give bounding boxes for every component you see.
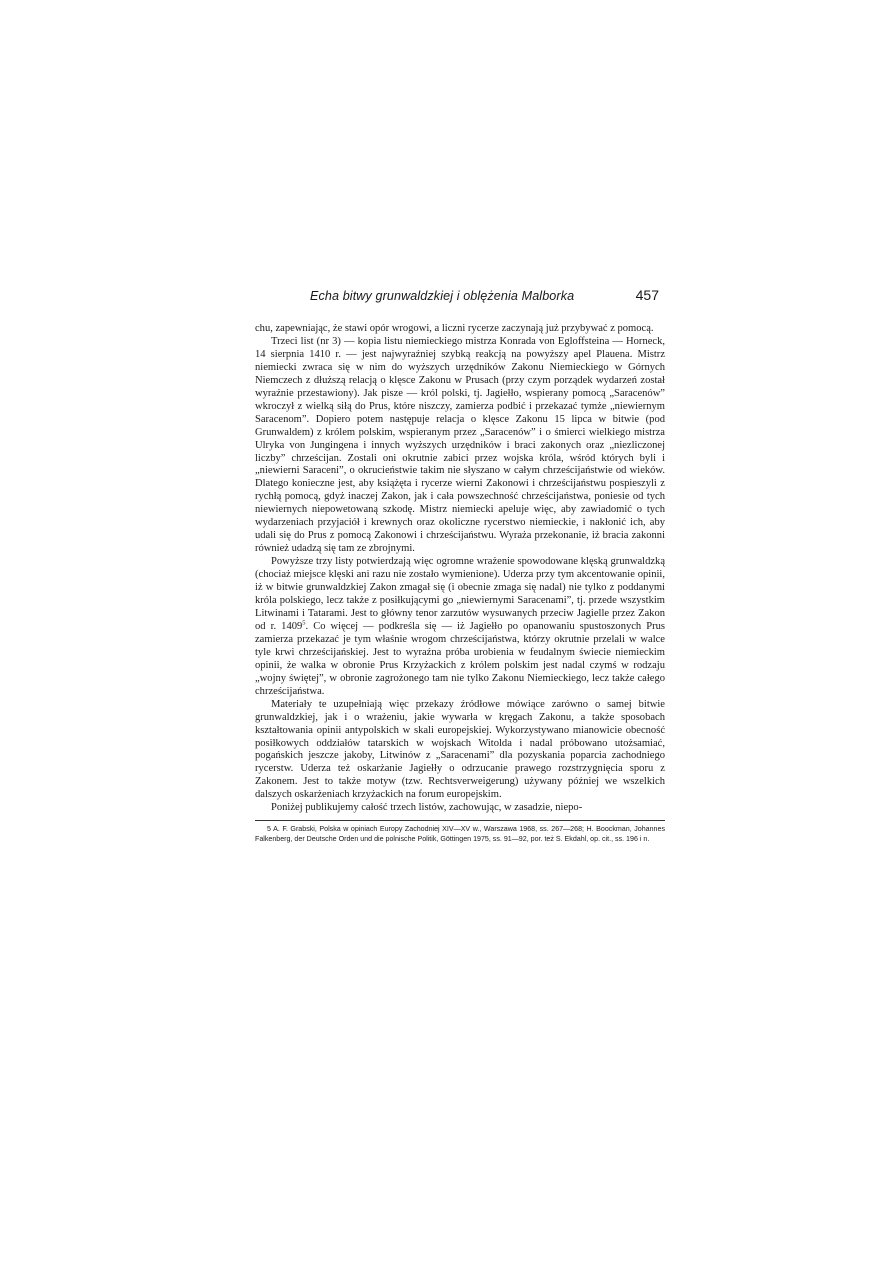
paragraph-5 <box>255 802 665 815</box>
document-page <box>255 287 665 844</box>
paragraph-2 <box>255 336 665 556</box>
footnote-reference: 5 <box>302 619 306 627</box>
paragraph-1-text: chu, zapewniając, że stawi opór wrogowi, a liczni rycerze zaczynają już przybywać z pomocą. <box>255 323 654 334</box>
footnote-5: 5 A. F. Grabski, Polska w opiniach Europy Zachodniej XIV—XV w., Warszawa 1968, ss. 267—268; H. Boockman, Johannes Falkenberg, der Deutsche Orden und die polnische Politik, Göttingen 1975, ss. 91—92, por. też S. Ekdahl, op. cit., ss. 196 i n. <box>255 825 665 843</box>
paragraph-3 <box>255 556 665 698</box>
paragraph-3-text: Powyższe trzy listy potwierdzają więc ogromne wrażenie spowodowane klęską grunwaldzką (chociaż miejsce klęski ani razu nie zostało wymienione). Uderza przy tym akcentowanie opinii, iż w bitwie grunwaldzkiej Zakon zmagał się (i obecnie zmaga się nadal) nie tylko z poddanymi króla polskiego, lecz także z posiłkującymi go „niewiernymi Saracenami”, tj. przede wszystkim Litwinami i Tatarami. Jest to główny tenor zarzutów wysuwanych przeciw Jagielle przez Zakon od r. 1409 <box>255 556 665 632</box>
paragraph-4 <box>255 699 665 803</box>
body-text <box>255 323 665 815</box>
running-title: Echa bitwy grunwaldzkiej i oblężenia Malborka <box>310 289 575 303</box>
paragraph-3-text-continued: . Co więcej — podkreśla się — iż Jagiełło po opanowaniu spustoszonych Prus zamierza przekazać je tym właśnie wrogom chrześcijaństwa, którzy okrutnie przelali w walce tyle krwi chrześcijańskiej. Jest to wyraźna próba urobienia w feudalnym świecie niemieckim opinii, że walka w obronie Prus Krzyżackich z królem polskim jest nadal czymś w rodzaju „wojny świętej”, w obronie zagrożonego tam nie tylko Zakonu Niemieckiego, lecz także całego chrześcijaństwa. <box>255 620 665 697</box>
paragraph-4-text: Materiały te uzupełniają więc przekazy źródłowe mówiące zarówno o samej bitwie grunwaldzkiej, jak i o wrażeniu, jakie wywarła w kręgach Zakonu, a także sposobach kształtowania opinii antypolskich w skali europejskiej. Wykorzystywano mianowicie obecność posiłkowych oddziałów tatarskich w wojskach Witolda i nadal próbowano utożsamiać, pogańskich jeszcze jakoby, Litwinów z „Saracenami” dla pozyskania poparcia zachodniego rycerstw. Uderza też oskarżanie Jagiełły o odrzucanie prawego rozstrzygnięcia sporu z Zakonem. Jest to także motyw (tzw. Rechtsverweigerung) używany później we wszelkich dalszych oskarżeniach krzyżackich na forum europejskim. <box>255 698 665 801</box>
running-head <box>255 287 665 311</box>
footnote-divider <box>255 820 665 821</box>
paragraph-1 <box>255 323 665 336</box>
page-number: 457 <box>635 287 659 303</box>
footnotes <box>255 825 665 844</box>
paragraph-5-text: Poniżej publikujemy całość trzech listów, zachowując, w zasadzie, niepo- <box>271 802 583 814</box>
paragraph-2-text: Trzeci list (nr 3) — kopia listu niemieckiego mistrza Konrada von Egloffsteina — Horneck, 14 sierpnia 1410 r. — jest najwyraźniej szybką reakcją na powyższy apel Plauena. Mistrz niemiecki zwraca się w nim do wyższych urzędników Zakonu Niemieckiego w Górnych Niemczech z dłuższą relacją o klęsce Zakonu w Prusach (przy czym porządek wydarzeń został wyraźnie przestawiony). Jak pisze — król polski, tj. Jagiełło, wspierany pomocą „Saracenów” wkroczył z wielką siłą do Prus, które niszczy, zamierza podbić i przekazać tymże „niewiernym Saracenom”. Dopiero potem następuje relacja o klęsce Zakonu 15 lipca w bitwie (pod Grunwaldem) z królem polskim, wspieranym przez „Saracenów” i o śmierci wielkiego mistrza Ulryka von Jungingena i innych wyższych urzędników i braci zakonych oraz „niezliczonej liczby” chrześcijan. Zostali oni okrutnie zabici przez wojska króla, wśród których byli i „niewierni Saraceni”, o okrucieństwie takim nie słyszano w całym chrześcijaństwie od wieków. Dlatego konieczne jest, aby książęta i rycerze wierni Zakonowi i chrześcijaństwu pospieszyli z rychłą pomocą, gdyż inaczej Zakon, jak i cała powszechność chrześcijaństwa, poniesie od tych niewiernych niepowetowaną szkodę. Mistrz niemiecki apeluje więc, aby zawiadomić o tych wydarzeniach przyjaciół i krewnych oraz okoliczne rycerstwo niemieckie, i nakłonić ich, aby udali się do Prus z pomocą Zakonowi i chrześcijaństwu. Wyraża przekonanie, iż bracia zakonni również udadzą się tam ze zbrojnymi. <box>255 335 665 555</box>
